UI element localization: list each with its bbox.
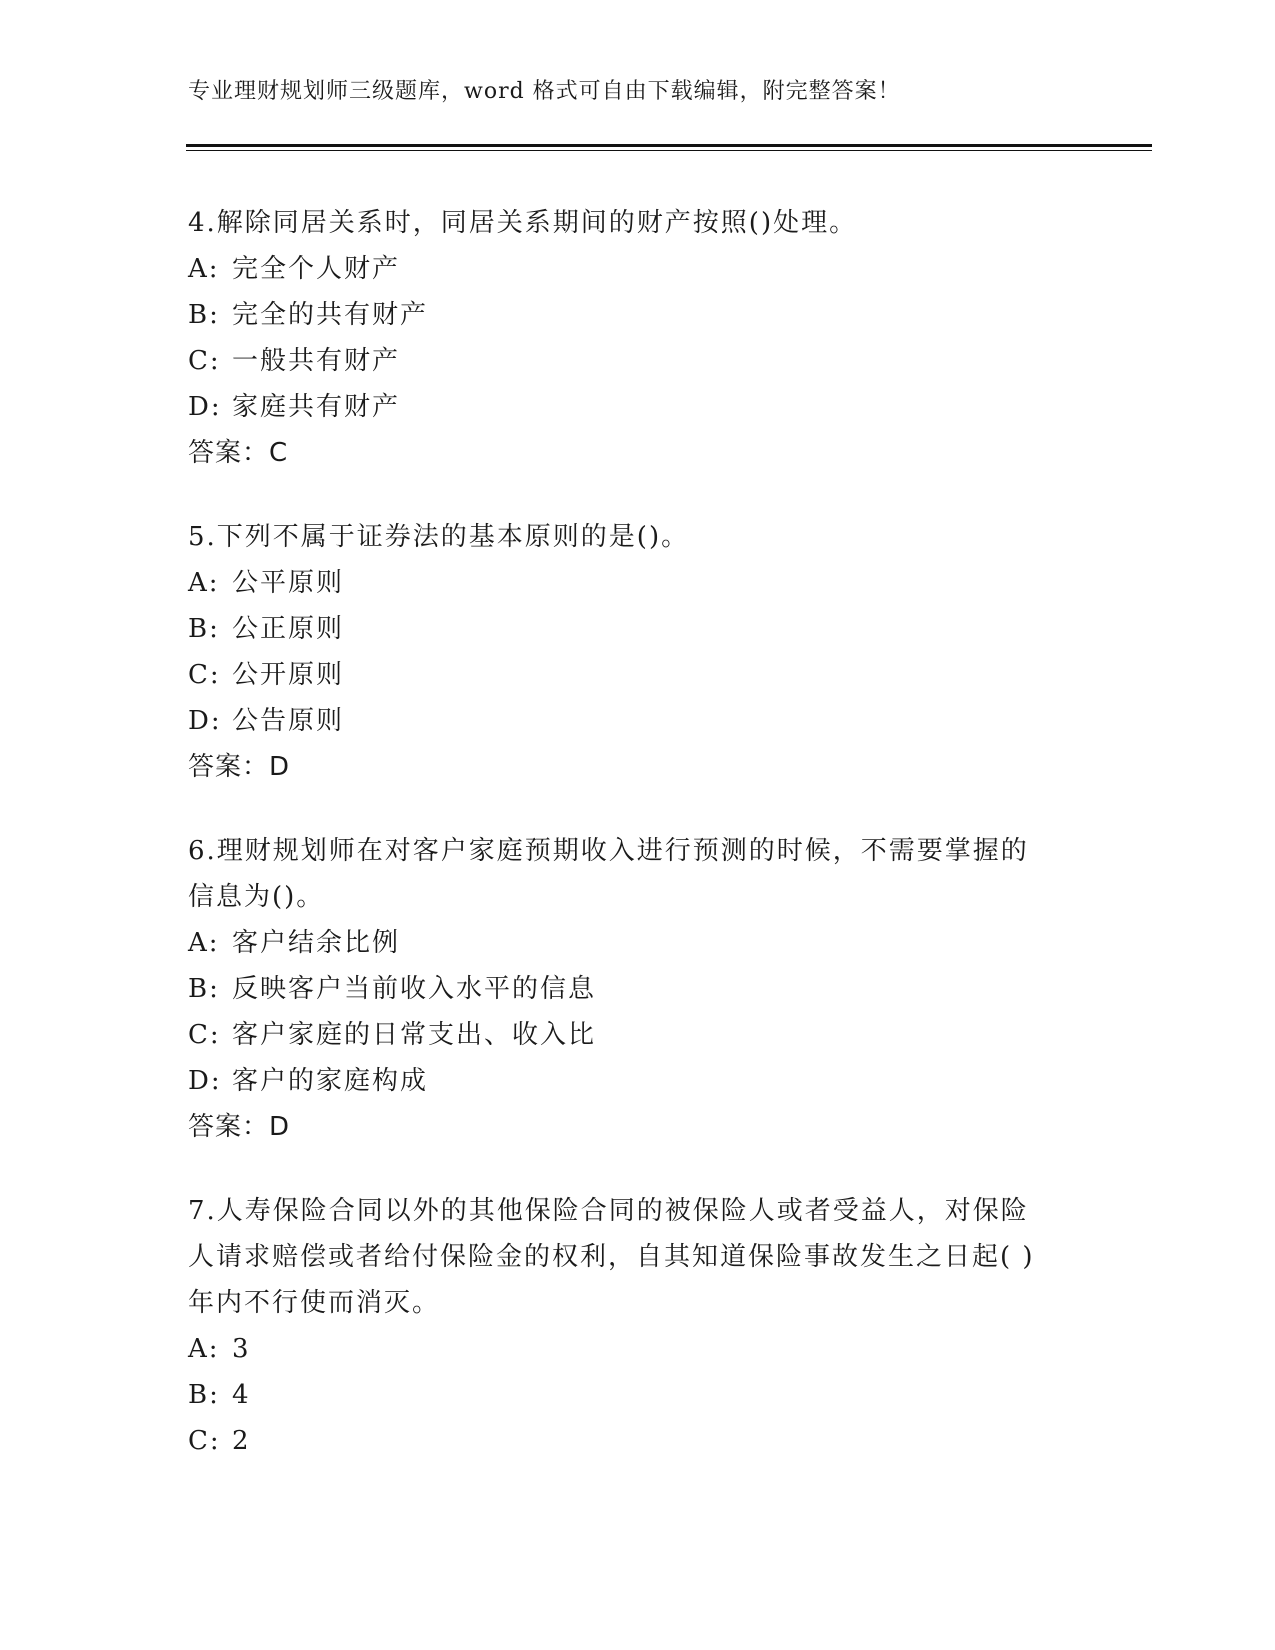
option-item bbox=[188, 338, 1088, 384]
option-text: 反映客户当前收入水平的信息 bbox=[232, 974, 597, 1004]
answer-text: 答案：D bbox=[188, 752, 291, 782]
header-note: 专业理财规划师三级题库，word 格式可自由下载编辑，附完整答案！ bbox=[188, 79, 901, 104]
option-text: 客户结余比例 bbox=[232, 928, 401, 958]
option-letter: C: bbox=[188, 660, 221, 690]
option-text: 3 bbox=[232, 1334, 251, 1364]
option-item bbox=[188, 1372, 1088, 1418]
question-text: 信息为()。 bbox=[188, 882, 325, 912]
option-letter: A: bbox=[188, 568, 220, 598]
option-item bbox=[188, 560, 1088, 606]
option-text: 公平原则 bbox=[232, 568, 345, 598]
option-letter: D: bbox=[188, 392, 222, 422]
option-letter: C: bbox=[188, 346, 221, 376]
option-letter: C: bbox=[188, 1426, 221, 1456]
option-text: 家庭共有财产 bbox=[232, 392, 401, 422]
header-rule-thick bbox=[186, 144, 1152, 147]
option-item bbox=[188, 1012, 1088, 1058]
option-letter: A: bbox=[188, 928, 220, 958]
option-letter: B: bbox=[188, 614, 220, 644]
option-text: 客户家庭的日常支出、收入比 bbox=[232, 1020, 597, 1050]
question-text: 4.解除同居关系时，同居关系期间的财产按照()处理。 bbox=[188, 208, 858, 238]
question-text: 人请求赔偿或者给付保险金的权利，自其知道保险事故发生之日起( ) bbox=[188, 1242, 1035, 1272]
option-letter: B: bbox=[188, 974, 220, 1004]
option-letter: B: bbox=[188, 1380, 220, 1410]
option-item bbox=[188, 698, 1088, 744]
question-text: 5.下列不属于证券法的基本原则的是()。 bbox=[188, 522, 690, 552]
question-block bbox=[188, 200, 1088, 476]
option-text: 公开原则 bbox=[232, 660, 345, 690]
option-letter: D: bbox=[188, 1066, 222, 1096]
question-list bbox=[188, 200, 1088, 1502]
option-text: 公告原则 bbox=[232, 706, 345, 736]
option-item bbox=[188, 1058, 1088, 1104]
option-letter: A: bbox=[188, 254, 220, 284]
option-item bbox=[188, 1326, 1088, 1372]
option-text: 2 bbox=[232, 1426, 251, 1456]
option-text: 完全的共有财产 bbox=[232, 300, 429, 330]
option-item bbox=[188, 246, 1088, 292]
question-text: 6.理财规划师在对客户家庭预期收入进行预测的时候，不需要掌握的 bbox=[188, 836, 1029, 866]
answer-text: 答案：C bbox=[188, 438, 289, 468]
option-item bbox=[188, 920, 1088, 966]
question-block bbox=[188, 1188, 1088, 1464]
option-letter: B: bbox=[188, 300, 220, 330]
option-item bbox=[188, 384, 1088, 430]
option-text: 公正原则 bbox=[232, 614, 345, 644]
option-item bbox=[188, 966, 1088, 1012]
option-letter: C: bbox=[188, 1020, 221, 1050]
option-item bbox=[188, 606, 1088, 652]
question-text: 7.人寿保险合同以外的其他保险合同的被保险人或者受益人，对保险 bbox=[188, 1196, 1029, 1226]
question-text: 年内不行使而消灭。 bbox=[188, 1288, 441, 1318]
option-letter: A: bbox=[188, 1334, 220, 1364]
option-text: 完全个人财产 bbox=[232, 254, 401, 284]
option-text: 4 bbox=[232, 1380, 251, 1410]
option-text: 客户的家庭构成 bbox=[232, 1066, 429, 1096]
question-block bbox=[188, 514, 1088, 790]
option-letter: D: bbox=[188, 706, 222, 736]
option-item bbox=[188, 292, 1088, 338]
answer-text: 答案：D bbox=[188, 1112, 291, 1142]
header-rule-thin bbox=[186, 150, 1152, 151]
option-item bbox=[188, 1418, 1088, 1464]
question-block bbox=[188, 828, 1088, 1150]
option-item bbox=[188, 652, 1088, 698]
option-text: 一般共有财产 bbox=[232, 346, 401, 376]
